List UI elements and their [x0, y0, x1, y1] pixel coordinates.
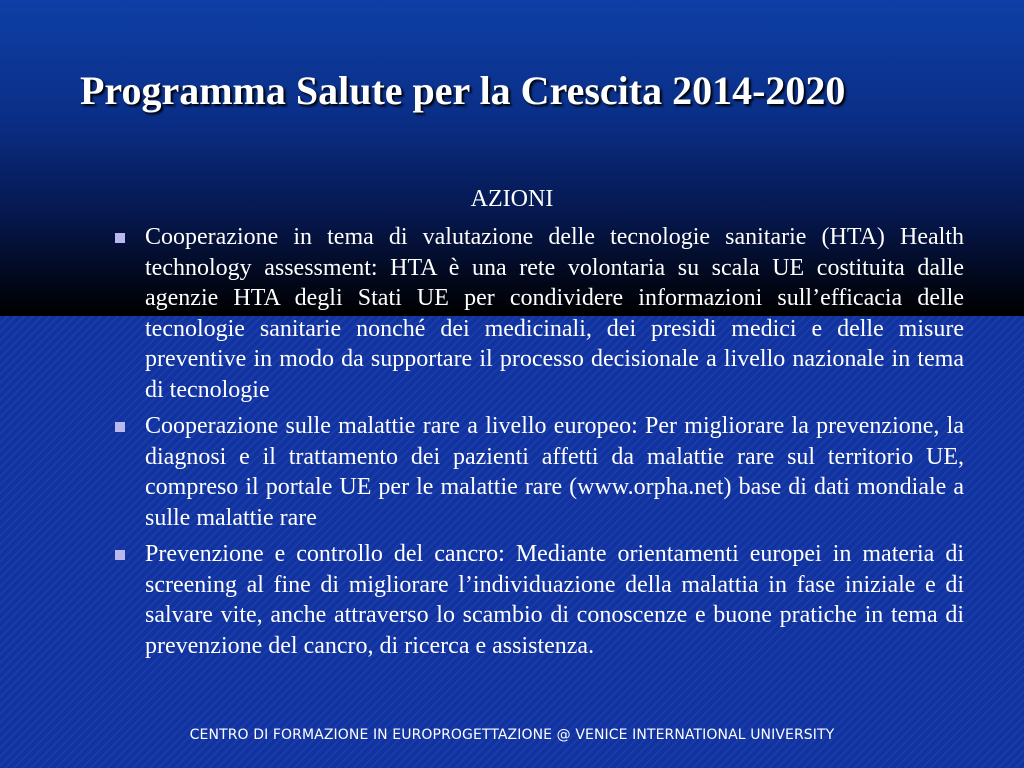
square-bullet-icon	[115, 422, 125, 432]
bullet-text: Cooperazione sulle malattie rare a livello europeo: Per migliorare la prevenzione, la diagnosi e il trattamento dei pazienti affetti da malattie rare sul territorio UE, compreso il portale UE per le malattie rare (www.orpha.net) base di dati mondiale a sulle malattie rare	[145, 413, 964, 531]
bullet-list	[110, 222, 964, 667]
slide-title: Programma Salute per la Crescita 2014-2020	[80, 68, 846, 113]
square-bullet-icon	[115, 550, 125, 560]
footer-text: CENTRO DI FORMAZIONE IN EUROPROGETTAZIONE @ VENICE INTERNATIONAL UNIVERSITY	[189, 727, 835, 743]
bullet-item-hta	[110, 222, 964, 405]
bullet-text: Cooperazione in tema di valutazione delle tecnologie sanitarie (HTA) Health technology assessment: HTA è una rete volontaria su scala UE costituita dalle agenzie HTA degli Stati UE per condividere informazioni sull’efficacia delle tecnologie sanitarie nonché dei medicinali, dei presidi medici e delle misure preventive in modo da supportare il processo decisionale a livello nazionale in tema di tecnologie	[145, 224, 964, 403]
bullet-item-cancer	[110, 539, 964, 661]
bullet-text: Prevenzione e controllo del cancro: Mediante orientamenti europei in materia di screening al fine di migliorare l’individuazione della malattia in fase iniziale e di salvare vite, anche attraverso lo scambio di conoscenze e buone pratiche in tema di prevenzione del cancro, di ricerca e assistenza.	[145, 541, 964, 659]
bullet-item-rare-diseases	[110, 411, 964, 533]
section-heading: AZIONI	[470, 186, 554, 212]
square-bullet-icon	[115, 233, 125, 243]
